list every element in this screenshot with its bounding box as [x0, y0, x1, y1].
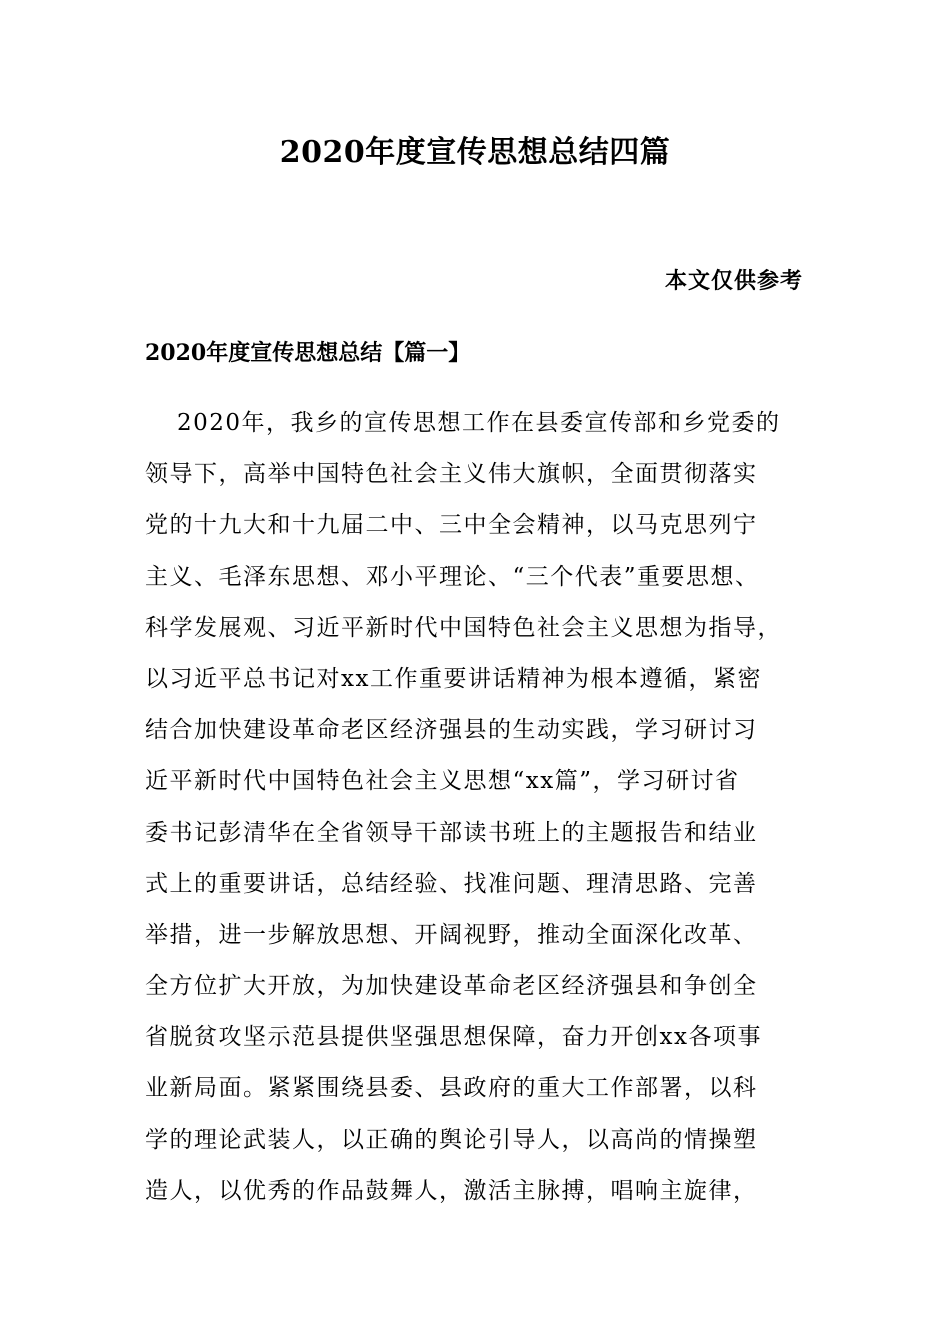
body-paragraph [145, 403, 795, 1222]
paragraph-line: 科学发展观、习近平新时代中国特色社会主义思想为指导， [145, 614, 782, 641]
paragraph-line: 委书记彭清华在全省领导干部读书班上的主题报告和结业 [145, 819, 758, 846]
paragraph-line: 近平新时代中国特色社会主义思想“xx篇”，学习研讨省 [145, 768, 740, 795]
paragraph-line: 举措，进一步解放思想、开阔视野，推动全面深化改革、 [145, 921, 758, 948]
document-title: 2020年度宣传思想总结四篇 [279, 135, 671, 170]
paragraph-line: 2020年，我乡的宣传思想工作在县委宣传部和乡党委的 [177, 410, 781, 436]
paragraph-line: 省脱贫攻坚示范县提供坚强思想保障，奋力开创xx各项事 [145, 1024, 762, 1051]
paragraph-line: 造人，以优秀的作品鼓舞人，激活主脉搏，唱响主旋律， [145, 1177, 758, 1204]
paragraph-line: 业新局面。紧紧围绕县委、县政府的重大工作部署，以科 [145, 1075, 758, 1102]
disclaimer-note: 本文仅供参考 [664, 268, 803, 294]
section-heading: 2020年度宣传思想总结【篇一】 [145, 340, 471, 366]
paragraph-line: 学的理论武装人，以正确的舆论引导人，以高尚的情操塑 [145, 1126, 758, 1153]
paragraph-line: 结合加快建设革命老区经济强县的生动实践，学习研讨习 [145, 717, 758, 744]
paragraph-line: 全方位扩大开放，为加快建设革命老区经济强县和争创全 [145, 973, 758, 1000]
paragraph-line: 以习近平总书记对xx工作重要讲话精神为根本遵循，紧密 [145, 665, 762, 692]
paragraph-line: 领导下，高举中国特色社会主义伟大旗帜，全面贯彻落实 [145, 461, 758, 488]
paragraph-line: 党的十九大和十九届二中、三中全会精神，以马克思列宁 [145, 512, 758, 539]
paragraph-line: 主义、毛泽东思想、邓小平理论、“三个代表”重要思想、 [145, 563, 760, 590]
paragraph-line: 式上的重要讲话，总结经验、找准问题、理清思路、完善 [145, 870, 758, 897]
